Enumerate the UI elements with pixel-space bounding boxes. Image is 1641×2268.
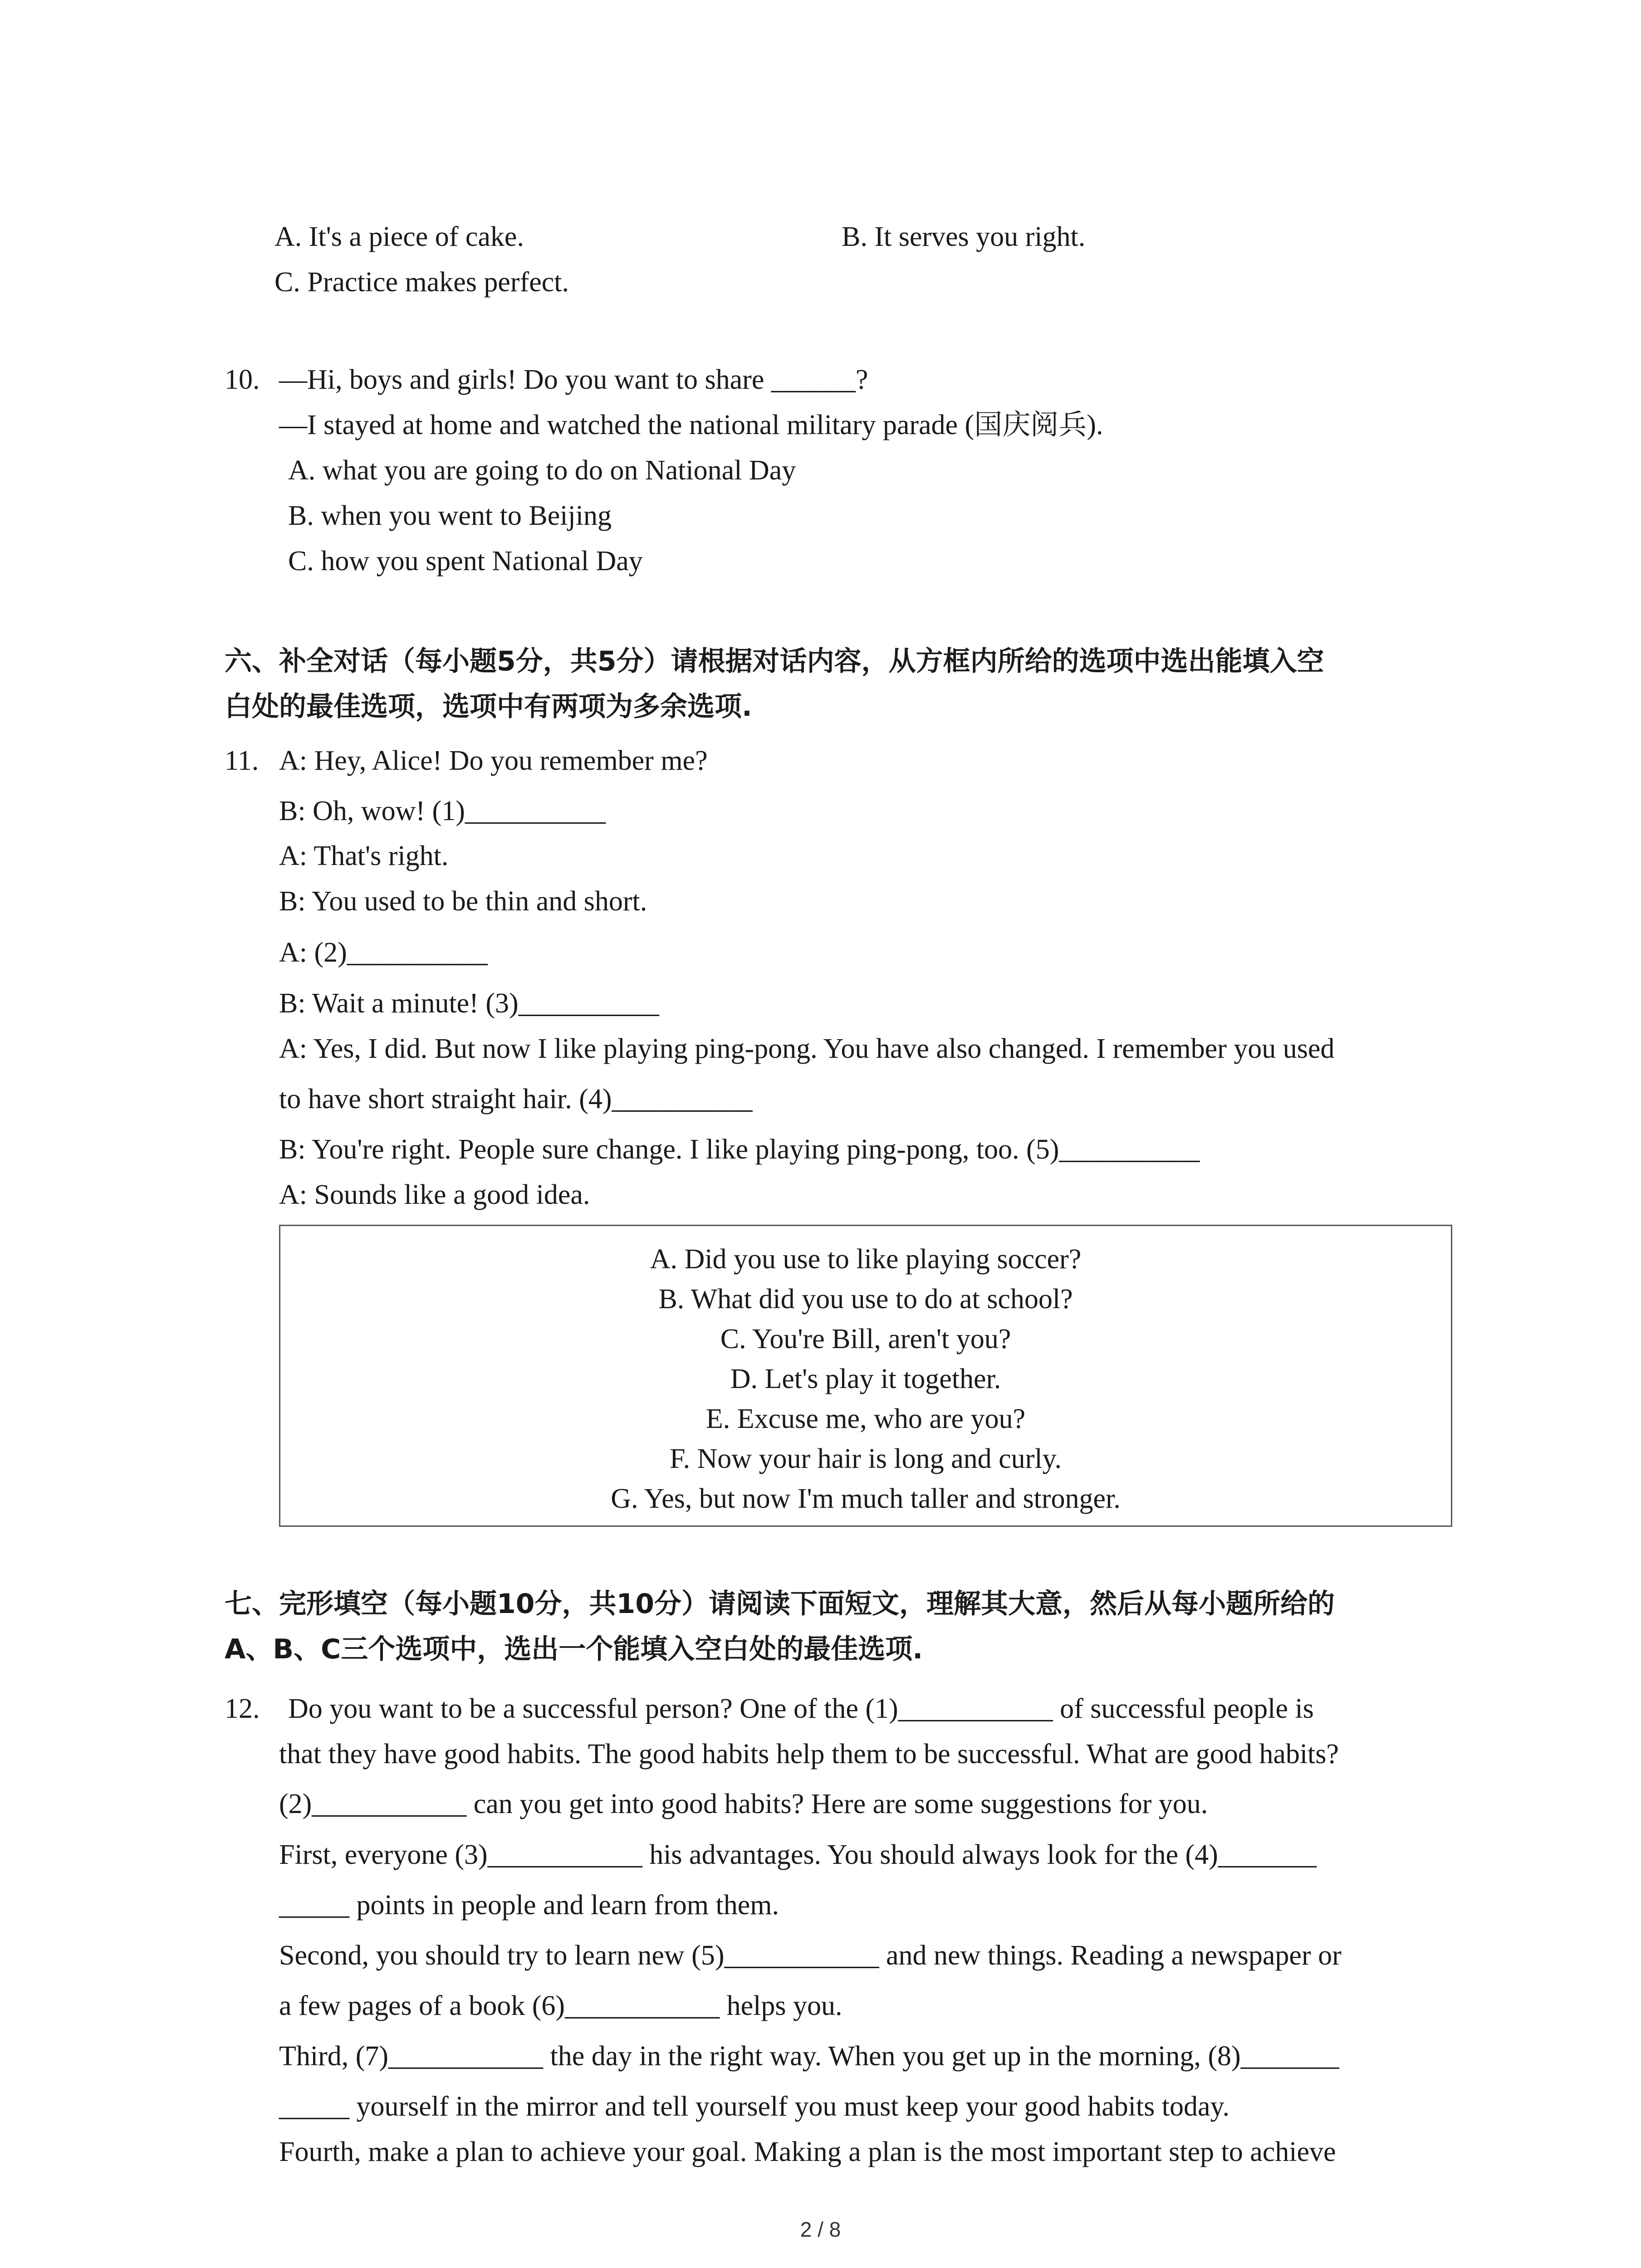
q11-line-6: B: Wait a minute! (3)__________ bbox=[279, 988, 659, 1019]
section-6-heading: 六、补全对话（每小题5分，共5分）请根据对话内容，从方框内所给的选项中选出能填入空 bbox=[225, 645, 1324, 677]
box-option-f: F. Now your hair is long and curly. bbox=[669, 1443, 1062, 1474]
q10-option-a: A. what you are going to do on National Day bbox=[288, 455, 796, 486]
box-option-e: E. Excuse me, who are you? bbox=[705, 1403, 1026, 1434]
q12-line-6: Second, you should try to learn new (5)___________ and new things. Reading a newspaper or bbox=[279, 1940, 1342, 1971]
q10-option-c: C. how you spent National Day bbox=[288, 546, 643, 577]
q9-option-a: A. It's a piece of cake. bbox=[274, 221, 524, 252]
box-option-c: C. You're Bill, aren't you? bbox=[720, 1324, 1011, 1354]
q11-line-5: A: (2)__________ bbox=[279, 937, 488, 968]
box-option-b: B. What did you use to do at school? bbox=[658, 1284, 1073, 1315]
q9-option-b: B. It serves you right. bbox=[842, 221, 1086, 252]
q12-line-10: Fourth, make a plan to achieve your goal. Making a plan is the most important step to achieve bbox=[279, 2136, 1336, 2167]
q12-number: 12. bbox=[225, 1693, 260, 1724]
q12-line-2: that they have good habits. The good habits help them to be successful. What are good habits? bbox=[279, 1739, 1339, 1769]
q11-line-8: to have short straight hair. (4)__________ bbox=[279, 1084, 753, 1114]
q11-line-7: A: Yes, I did. But now I like playing ping-pong. You have also changed. I remember you used bbox=[279, 1033, 1335, 1064]
q12-line-7: a few pages of a book (6)___________ helps you. bbox=[279, 1990, 843, 2021]
box-option-a: A. Did you use to like playing soccer? bbox=[650, 1244, 1082, 1275]
q12-line-3: (2)___________ can you get into good habits? Here are some suggestions for you. bbox=[279, 1789, 1208, 1819]
q12-line-5: _____ points in people and learn from them. bbox=[279, 1890, 779, 1921]
q11-line-3: A: That's right. bbox=[279, 841, 449, 871]
box-option-d: D. Let's play it together. bbox=[730, 1364, 1001, 1394]
q11-line-1: A: Hey, Alice! Do you remember me? bbox=[279, 745, 708, 776]
options-box bbox=[279, 1225, 1452, 1527]
page-number: 2 / 8 bbox=[800, 2218, 841, 2241]
box-option-g: G. Yes, but now I'm much taller and stronger. bbox=[611, 1483, 1121, 1514]
q11-number: 11. bbox=[225, 745, 259, 776]
q11-line-9: B: You're right. People sure change. I like playing ping-pong, too. (5)__________ bbox=[279, 1134, 1200, 1165]
q11-line-4: B: You used to be thin and short. bbox=[279, 886, 647, 917]
section-7-heading: 七、完形填空（每小题10分，共10分）请阅读下面短文，理解其大意，然后从每小题所给的 bbox=[225, 1588, 1335, 1620]
q12-line-9: _____ yourself in the mirror and tell yourself you must keep your good habits today. bbox=[279, 2091, 1230, 2122]
section-7-heading-cont: A、B、C三个选项中，选出一个能填入空白处的最佳选项. bbox=[225, 1633, 923, 1665]
q10-line-2: —I stayed at home and watched the national military parade (国庆阅兵). bbox=[279, 410, 1103, 440]
q10-line-1: —Hi, boys and girls! Do you want to share ______? bbox=[279, 364, 868, 395]
section-6-heading-cont: 白处的最佳选项，选项中有两项为多余选项. bbox=[225, 691, 752, 723]
q10-option-b: B. when you went to Beijing bbox=[288, 500, 612, 531]
q12-line-8: Third, (7)___________ the day in the right way. When you get up in the morning, (8)_______ bbox=[279, 2041, 1339, 2072]
q12-line-4: First, everyone (3)___________ his advantages. You should always look for the (4)_______ bbox=[279, 1839, 1317, 1870]
q11-line-2: B: Oh, wow! (1)__________ bbox=[279, 796, 606, 826]
q10-number: 10. bbox=[225, 364, 260, 395]
q11-line-10: A: Sounds like a good idea. bbox=[279, 1179, 590, 1210]
q9-option-c: C. Practice makes perfect. bbox=[274, 267, 569, 298]
q12-line-1: Do you want to be a successful person? One of the (1)___________ of successful people is bbox=[288, 1693, 1314, 1724]
